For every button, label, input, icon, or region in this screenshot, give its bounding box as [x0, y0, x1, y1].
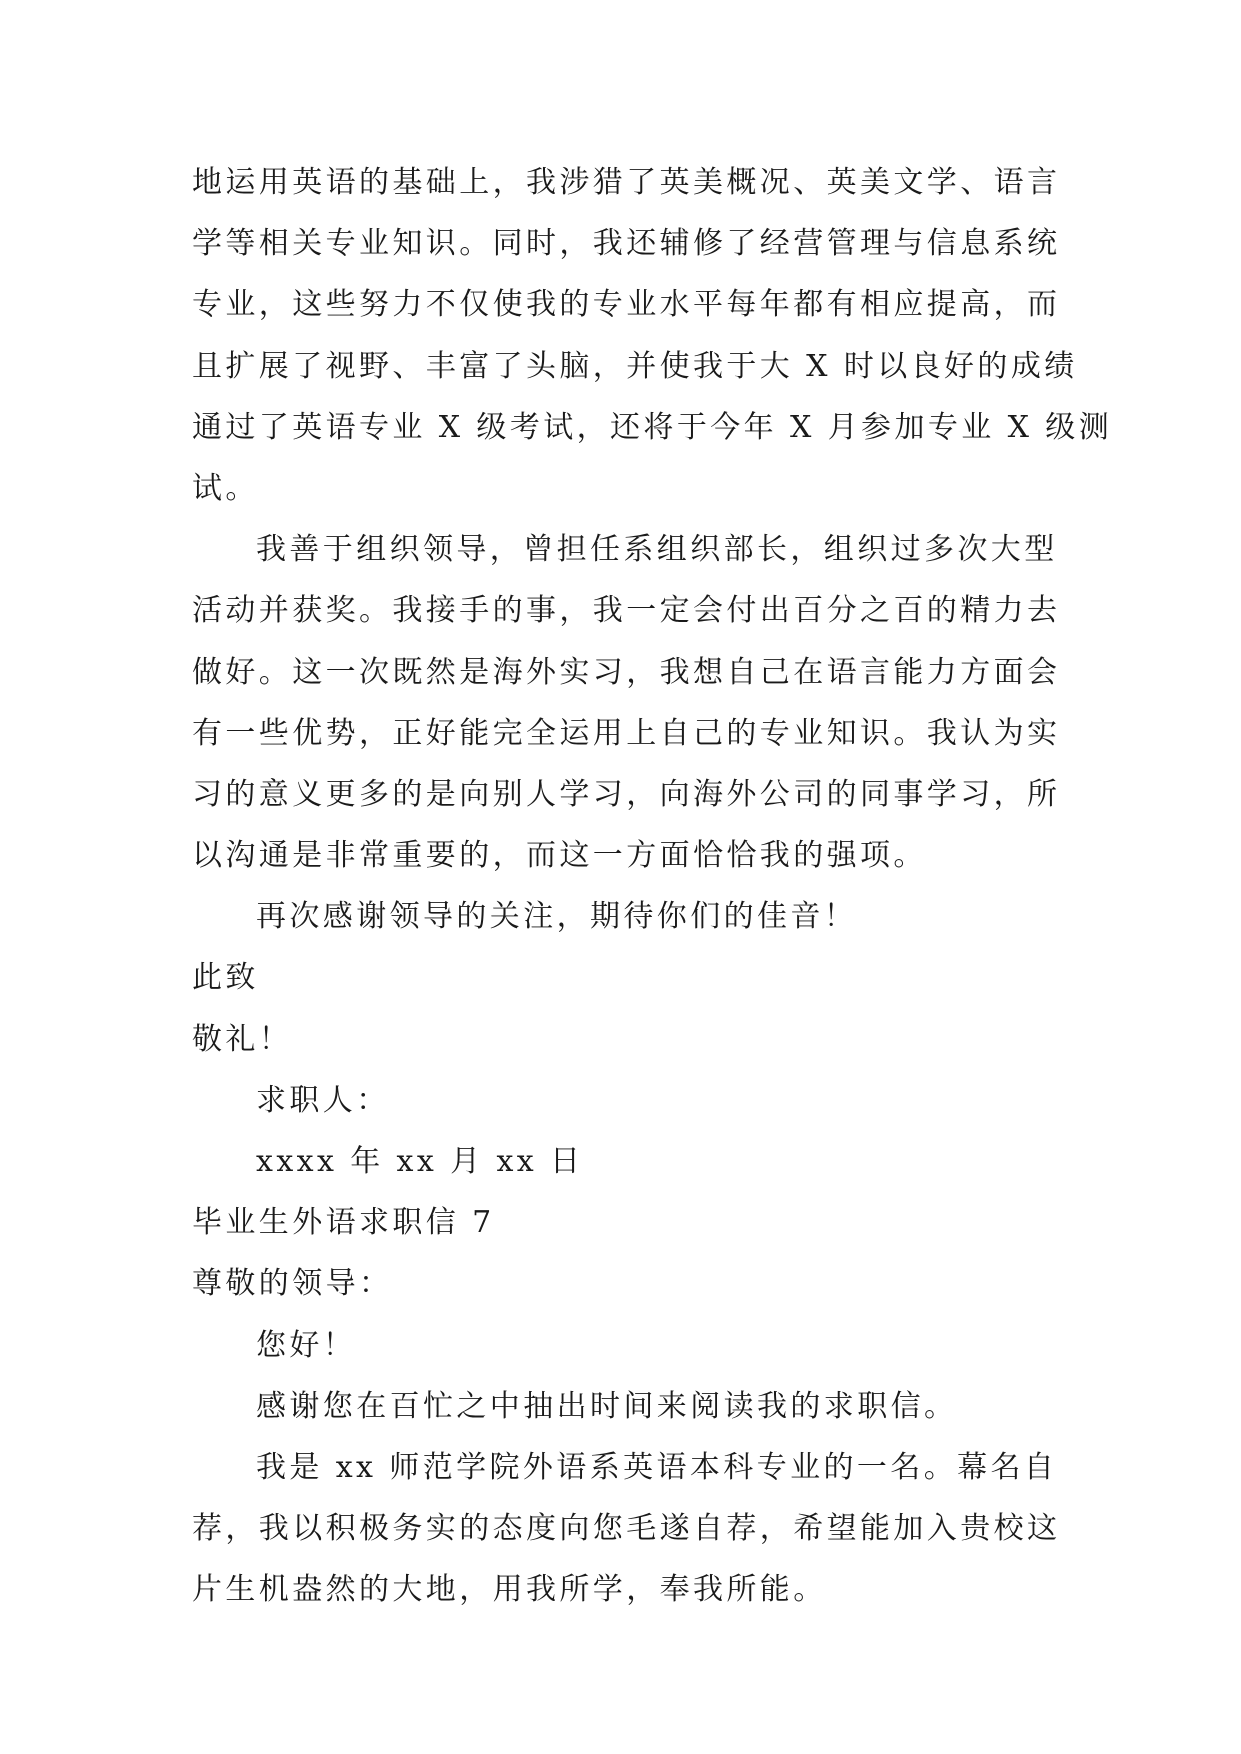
text-line: 我是 xx 师范学院外语系英语本科专业的一名。幕名自: [256, 1449, 1058, 1485]
text-line: 以沟通是非常重要的，而这一方面恰恰我的强项。: [192, 838, 927, 874]
closing-thanks: 再次感谢领导的关注，期待你们的佳音！: [256, 899, 858, 935]
text-line: 做好。这一次既然是海外实习，我想自己在语言能力方面会: [192, 654, 1061, 690]
text-line: 试。: [192, 470, 259, 506]
text-line: 习的意义更多的是向别人学习，向海外公司的同事学习，所: [192, 776, 1061, 812]
text-line: 学等相关专业知识。同时，我还辅修了经营管理与信息系统: [192, 226, 1061, 262]
text-line: 感谢您在百忙之中抽出时间来阅读我的求职信。: [256, 1388, 958, 1424]
text-line: 片生机盎然的大地，用我所学，奉我所能。: [192, 1572, 827, 1608]
text-line: 专业，这些努力不仅使我的专业水平每年都有相应提高，而: [192, 287, 1061, 323]
text-line: 通过了英语专业 X 级考试，还将于今年 X 月参加专业 X 级测: [192, 409, 1113, 445]
text-line: 有一些优势，正好能完全运用上自己的专业知识。我认为实: [192, 715, 1061, 751]
letter-greeting: 尊敬的领导：: [192, 1266, 393, 1302]
signature-date: xxxx 年 xx 月 xx 日: [256, 1144, 584, 1179]
letter-body: [192, 152, 1113, 1621]
text-line: 地运用英语的基础上，我涉猎了英美概况、英美文学、语言: [192, 165, 1061, 200]
text-line: 荐，我以积极务实的态度向您毛遂自荐，希望能加入贵校这: [192, 1511, 1061, 1547]
salutation-closing: 此致: [192, 960, 259, 996]
section-title: 毕业生外语求职信 7: [192, 1205, 495, 1241]
letter-hello: 您好！: [256, 1327, 357, 1363]
text-line: 且扩展了视野、丰富了头脑，并使我于大 X 时以良好的成绩: [192, 348, 1078, 384]
salutation-regards: 敬礼！: [192, 1021, 293, 1057]
text-line: 活动并获奖。我接手的事，我一定会付出百分之百的精力去: [192, 593, 1061, 629]
text-line: 我善于组织领导，曾担任系组织部长，组织过多次大型: [256, 532, 1058, 568]
signature-label: 求职人：: [256, 1082, 390, 1118]
